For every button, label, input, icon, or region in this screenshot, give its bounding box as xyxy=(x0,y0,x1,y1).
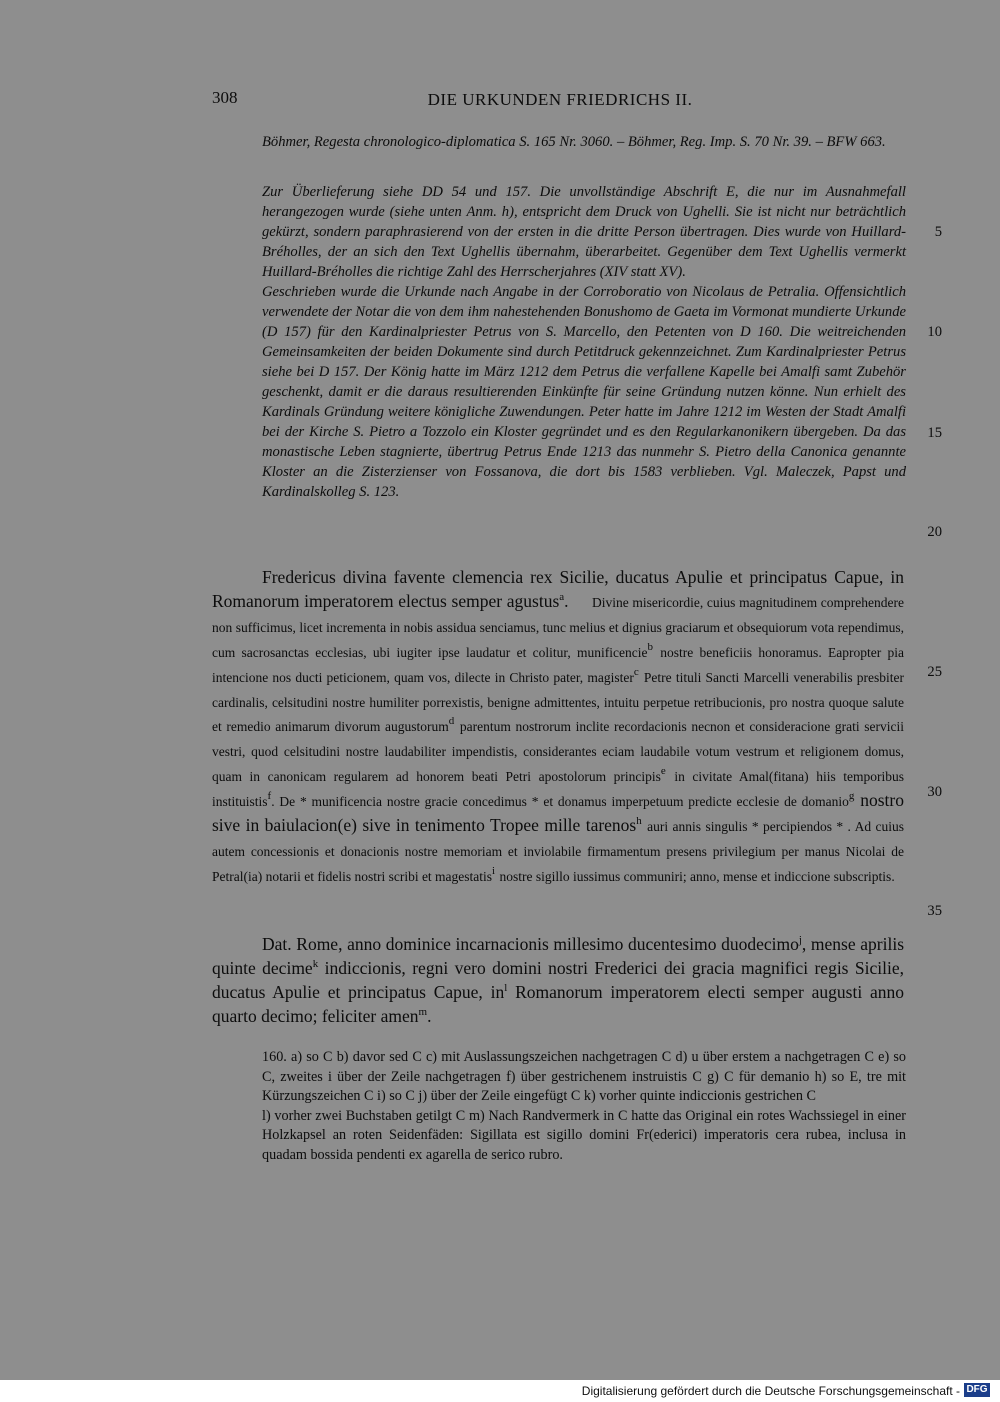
note-ref-k: k xyxy=(312,958,319,971)
note-ref-m: m xyxy=(418,1006,428,1019)
dfg-logo: DFG xyxy=(964,1383,990,1397)
note-ref-e: e xyxy=(660,765,666,778)
charter-text-5: in civitate Amal(fitana) hiis temporibus instituistis xyxy=(212,769,904,810)
line-number: 35 xyxy=(927,903,942,919)
charter-text-3: Petre tituli Sancti Marcelli venerabilis presbiter cardinalis, celsitudini nostre humiliter porrexistis, benigne admittentes, intuitu perpetue retribucionis, pro nostra quoque salute et remedio animarum divorum augustorum xyxy=(212,669,905,735)
charter-text-7: nostro sive in baiulacion(e) sive in tenimento Tropee mille tarenos xyxy=(212,790,904,836)
line-number: 5 xyxy=(934,224,942,240)
arenga: Divine misericordie, cuius magnitudinem comprehendere non sufficimus, licet incrementa in nobis assidua senciamus, tunc melius et dignius graciarum et obsequiorum vota rependimus, cum sacrosanctas ecclesias, ubi iugiter ipse laudatur et colitur, munificencie xyxy=(212,594,904,660)
line-number: 30 xyxy=(927,784,942,800)
commentary-paragraph-2: Geschrieben wurde die Urkunde nach Angabe in der Corroboratio von Nicolaus de Petralia. Offensichtlich verwendete der Notar die von dem ihm nahestehenden Bonushomo de Gaeta im Vormonat mundierte Urkunde (D 157) für den Kardinalpriester Petrus von S. Marcello, den Petenten von D 160. Die weitreichenden Gemeinsamkeiten der beiden Dokumente sind durch Petitdruck gekennzeichnet. Zum Kardinalpriester Petrus siehe bei D 157. Der König hatte im März 1212 dem Petrus die verfallene Kapelle bei Amalfi samt Zubehör geschenkt, damit er die daraus resultierenden Einkünfte für seine Gründung nutzen könne. Nun erhielt des Kardinals Gründung weitere königliche Zuwendungen. Peter hatte im Jahre 1212 im Westen der Stadt Amalfi bei der Kirche S. Pietro a Tozzolo ein Kloster gegründet und es den Regularkanonikern übergeben. Da das monastische Leben stagnierte, übertrug Petrus Ende 1213 das nunmehr S. Pietro della Canonica genannte Kloster an die Zisterzienser von Fossanova, die dort bis 1583 verblieben. Vgl. Maleczek, Papst und Kardinalskolleg S. 123. xyxy=(262,284,906,500)
datum-paragraph xyxy=(212,932,904,1028)
page-number: 308 xyxy=(212,88,238,107)
line-number: 20 xyxy=(927,524,942,540)
commentary-paragraph-1: Zur Überlieferung siehe DD 54 und 157. Die unvollständige Abschrift E, die nur im Ausnahmefall herangezogen wurde (siehe unten Anm. h), entspricht dem Druck von Ughelli. Sie ist nicht nur beträchtlich gekürzt, sondern paraphrasierend von der ersten in die dritte Person übertragen. Dies wurde von Huillard-Bréholles, der an sich den Text Ughellis übernahm, überarbeitet. Gegenüber dem Text Ughellis vermerkt Huillard-Bréholles die richtige Zahl des Herrscherjahres (XIV statt XV). xyxy=(262,184,906,280)
datum-3: indiccionis, regni vero domini nostri Frederici dei gracia magnifici regis Sicilie, ducatus Apulie et principatus Capue, in xyxy=(212,958,905,1002)
note-ref-a: a xyxy=(559,591,565,604)
apparatus-line-1: 160. a) so C b) davor sed C c) mit Auslassungszeichen nachgetragen C d) u über erstem a nachgetragen C e) so C, zweites i über der Zeile nachgetragen f) über gestrichenem instruistis C g) C für demanio h) so E, tre mit Kürzungszeichen C i) so C j) über der Zeile eingefügt C k) vorher quinte indiccionis gestrichen C xyxy=(262,1049,906,1104)
datum-2: , mense aprilis quinte decime xyxy=(212,934,904,978)
charter-text-8: auri annis singulis * percipiendos * . Ad cuius autem concessionis et donacionis nostre memoriam et inviolabile firmamentum presens privilegium per manus Nicolai de Petral(ia) notarii et fidelis nostri scribi et magestatis xyxy=(212,819,904,884)
note-ref-i: i xyxy=(492,865,496,878)
charter-text-9: nostre sigillo iussimus communiri; anno, mense et indiccione subscriptis. xyxy=(499,868,895,884)
datum-1: Dat. Rome, anno dominice incarnacionis millesimo ducentesimo duodecimo xyxy=(262,934,799,954)
note-ref-l: l xyxy=(504,982,508,995)
note-ref-d: d xyxy=(448,715,455,728)
regesta-text: Böhmer, Regesta chronologico-diplomatica S. 165 Nr. 3060. – Böhmer, Reg. Imp. S. 70 Nr. 39. – BFW 663. xyxy=(262,134,886,150)
critical-apparatus xyxy=(262,1048,906,1165)
charter-paragraph: Fredericus divina favente clemencia rex Sicilie, ducatus Apulie et principatus Capue, in Romanorum imperatorem electus semper agustus$^a$. Divine misericordie, cuius magnitudinem comprehendere non sufficimus, licet incrementa in nobis assidua senciamus, tunc melius et dignius graciarum et obsequiorum vota rependimus, cum sacrosanctas ecclesias, ubi iugiter ipse laudatur et colitur, munificencie$^b$ nostre beneficiis honoramus. Eapropter pia intencione nos ducti peticionem, quam vos, dilecte in Christo pater, magister$^c$ Petre tituli Sancti Marcelli venerabilis presbiter cardinalis, celsitudini nostre humiliter porrexistis, benigne admittentes, intuitu perpetue retribucionis, pro nostra quoque salute et remedio animarum divorum augustorum$^d$ parentum nostrorum inclite recordacionis necnon et consideracione grati servicii vestri, quod celsitudini nostre laudabiliter impendistis, considerantes eciam laudabile votum vestrum et religionem domus, quam in canonicam regularem ad honorem beati Petri apostolorum principis$^e$ in civitate Amal(fitana) hiis temporibus instituistis$^f$. De * munificencia nostre gracie concedimus * et donamus imperpetuum predicte ecclesie de domanio$^g$ nostro sive in baiulacion(e) sive in tenimento Tropee mille tarenos$^h$ auri annis singulis * percipiendos * . Ad cuius autem concessionis et donacionis nostre memoriam et inviolabile firmamentum presens privilegium per manus Nicolai de Petral(ia) notarii et fidelis nostri scribi et magestatis$^i$ nostre sigillo iussimus communiri; anno, mense et indiccione subscriptis. xyxy=(212,567,905,884)
intitulatio: Fredericus divina favente clemencia rex Sicilie, ducatus Apulie et principatus Capue, in Romanorum imperatorem electus semper agustus xyxy=(212,567,904,611)
regesta-note xyxy=(262,132,906,152)
note-ref-b: b xyxy=(647,640,653,653)
note-ref-c: c xyxy=(633,665,639,678)
datum-text xyxy=(212,932,904,1028)
charter-text-2: nostre beneficiis honoramus. Eapropter pia intencione nos ducti peticionem, quam vos, dilecte in Christo pater, magister xyxy=(212,644,904,685)
funding-credit: Digitalisierung gefördert durch die Deutsche Forschungsgemeinschaft - xyxy=(581,1384,960,1398)
datum-5: . xyxy=(427,1006,432,1026)
note-ref-j: j xyxy=(798,934,802,947)
datum-4: Romanorum imperatorem electi semper augusti anno quarto decimo; feliciter amen xyxy=(212,982,905,1026)
line-number: 25 xyxy=(927,664,942,680)
line-number: 10 xyxy=(927,324,942,340)
note-ref-f: f xyxy=(267,790,272,803)
commentary xyxy=(262,182,906,502)
running-title: DIE URKUNDEN FRIEDRICHS II. xyxy=(427,90,693,109)
charter-text xyxy=(212,566,904,889)
note-ref-h: h xyxy=(636,815,642,828)
line-number: 15 xyxy=(927,425,942,441)
note-ref-g: g xyxy=(848,790,855,803)
charter-text-4: parentum nostrorum inclite recordacionis necnon et consideracione grati servicii vestri, quod celsitudini nostre laudabiliter impendistis, considerantes eciam laudabile votum vestrum et religionem domus, quam in canonicam regularem ad honorem beati Petri apostolorum principis xyxy=(212,719,905,785)
apparatus-line-2: l) vorher zwei Buchstaben getilgt C m) Nach Randvermerk in C hatte das Original ein rotes Wachssiegel in einer Holzkapsel an roten Seidenfäden: Sigillata est sigillo domini Fr(ederici) imperatoris cera rubea, inclusa in quadam bossida pendenti ex agarella de serico rubro. xyxy=(262,1107,906,1163)
charter-text-6: . De * munificencia nostre gracie concedimus * et donamus imperpetuum predicte ecclesie de domanio xyxy=(271,794,849,810)
